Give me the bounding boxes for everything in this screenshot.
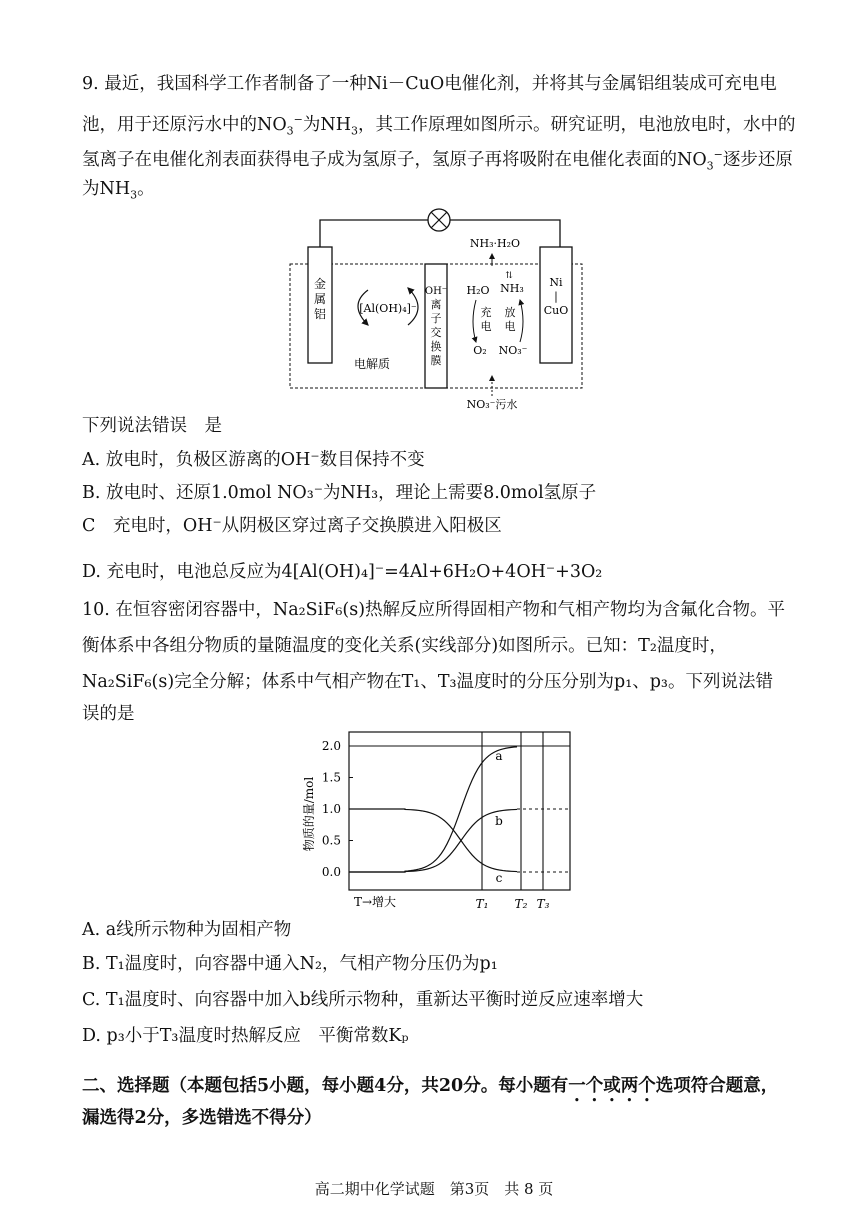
q9-line-2: 池，用于还原污水中的$NO_3^-$为$NH_3$，其工作原理如图所示。研究证明，电池放电时，水中的 (82, 113, 796, 138)
x-marker-label: T₂ (514, 897, 528, 911)
q9-line-3: 氢离子在电催化剂表面获得电子成为氢原子，氢原子再将吸附在电催化表面的$NO_3^-$逐步还原 (82, 148, 793, 173)
y-tick-label: 0.0 (321, 865, 341, 879)
electrolyte-label: 电解质 (353, 357, 391, 371)
equilibrium-mark: ⇅ (505, 271, 513, 281)
plot-frame (349, 732, 570, 890)
no3-label: NO₃⁻ (498, 344, 528, 357)
aloh4-label: [Al(OH)₄]⁻ (359, 302, 417, 315)
electrode-ni-label: Ni (549, 276, 563, 289)
battery-diagram (280, 200, 600, 415)
membrane-label-3: 子 (430, 312, 442, 325)
y-tick-label: 1.5 (321, 770, 341, 785)
phase-chart (295, 722, 585, 922)
charge-label-1: 充 (480, 306, 492, 319)
electrode-cuo-label: CuO (543, 304, 569, 317)
membrane-label-1: OH⁻ (424, 286, 448, 297)
q9-line-4: 为$NH_3$。 (82, 179, 155, 202)
x-marker-label: T₃ (536, 897, 550, 911)
sewage-label: NO₃⁻污水 (466, 398, 518, 411)
page-footer: 高二期中化学试题 第3页 共 8 页 (314, 1180, 554, 1198)
q10-line-1: 10. 在恒容密闭容器中，Na₂SiF₆(s)热解反应所得固相产物和气相产物均为含氟化合物。平 (82, 600, 786, 620)
q10-option-d: D. p₃小于T₃温度时热解反应 平衡常数Kₚ (82, 1026, 409, 1046)
q10-option-b: B. T₁温度时，向容器中通入N₂，气相产物分压仍为p₁ (82, 954, 498, 974)
nh3h2o-label: NH₃·H₂O (469, 237, 521, 250)
aluminum-label-3: 铝 (313, 307, 327, 321)
electrode-bar-label: | (554, 290, 558, 303)
series-b-label: b (495, 813, 503, 828)
q9-option-d: D. 充电时，电池总反应为4[Al(OH)₄]⁻=4Al+6H₂O+4OH⁻+3O₂ (82, 562, 603, 582)
q9-line-1: 9. 最近，我国科学工作者制备了一种Ni－CuO电催化剂，并将其与金属铝组装成可充电电 (82, 74, 777, 94)
q10-option-c: C. T₁温度时、向容器中加入b线所示物种，重新达平衡时逆反应速率增大 (82, 990, 644, 1010)
membrane-label-5: 换 (430, 340, 442, 353)
x-marker-label: T₁ (475, 897, 489, 911)
aluminum-label-1: 金 (313, 277, 327, 291)
membrane-label-6: 膜 (430, 354, 442, 367)
q9-option-b: B. 放电时、还原1.0mol NO₃⁻为NH₃，理论上需要8.0mol氢原子 (82, 483, 597, 503)
h2o-label: H₂O (466, 284, 490, 297)
series-c-label: c (495, 871, 503, 885)
discharge-label-2: 电 (504, 320, 516, 333)
q10-line-4: 误的是 (82, 704, 135, 724)
y-tick-label: 1.0 (321, 802, 341, 816)
nh3-label: NH₃ (500, 282, 524, 295)
q10-line-2: 衡体系中各组分物质的量随温度的变化关系(实线部分)如图所示。已知：T₂温度时， (82, 636, 727, 656)
q9-option-c: C 充电时，OH⁻从阴极区穿过离子交换膜进入阳极区 (82, 516, 502, 536)
charge-label-2: 电 (480, 320, 492, 333)
chart-xlabel: T→增大 (353, 895, 397, 909)
series-a-label: a (495, 748, 503, 763)
q9-stem: 下列说法错误 是 (82, 416, 222, 436)
section2-line-2: 漏选得2分，多选错选不得分） (82, 1108, 322, 1128)
discharge-label-1: 放 (504, 306, 516, 319)
membrane-label-4: 交 (430, 326, 442, 339)
aluminum-label-2: 属 (313, 292, 327, 306)
chart-ylabel: 物质的量/mol (302, 776, 316, 852)
q10-line-3: Na₂SiF₆(s)完全分解；体系中气相产物在T₁、T₃温度时的分压分别为p₁、p₃。下列说法错 (82, 672, 773, 692)
membrane-label-2: 离 (430, 298, 442, 311)
y-tick-label: 2.0 (321, 739, 341, 753)
q9-option-a: A. 放电时，负极区游离的OH⁻数目保持不变 (82, 450, 425, 470)
section2-line-1: 二、选择题（本题包括5小题，每小题4分，共20分。每小题有一个或两个选项符合题意， (82, 1076, 779, 1096)
lamp-icon (428, 209, 450, 231)
o2-label: O₂ (473, 344, 487, 357)
y-tick-label: 0.5 (321, 833, 341, 848)
q10-option-a: A. a线所示物种为固相产物 (82, 920, 292, 940)
